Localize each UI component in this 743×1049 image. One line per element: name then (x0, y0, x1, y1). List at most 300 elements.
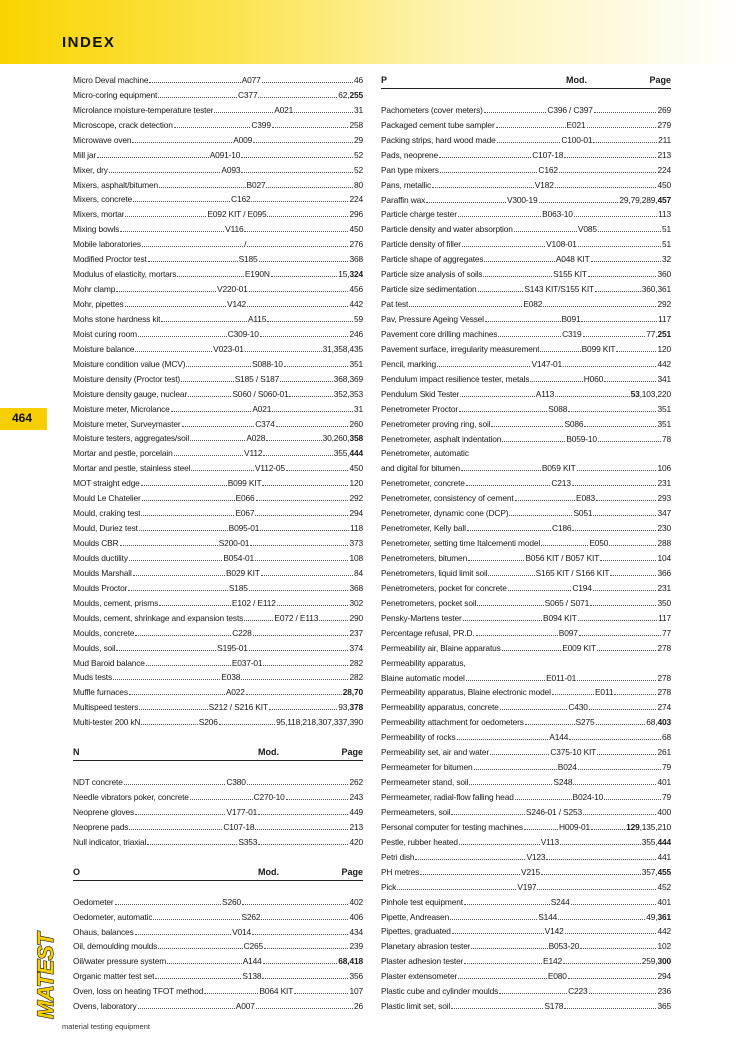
entry-pages (658, 613, 671, 623)
dot-leader (581, 321, 657, 322)
entry-name: Pipette, Andreasen (381, 911, 450, 922)
entry-name: Moulds, cement, prisms (73, 597, 159, 608)
index-entry (73, 219, 363, 234)
entry-name: Pick (381, 881, 397, 892)
entry-name: Paraffin wax (381, 194, 426, 205)
index-entry (73, 608, 363, 623)
dot-leader (515, 500, 575, 501)
dot-leader (572, 530, 656, 531)
entry-model: C375-10 KIT (550, 747, 597, 758)
entry-page-numbers: 78 (661, 433, 671, 444)
dot-leader (415, 859, 525, 860)
entry-page-main: 129 (626, 821, 640, 832)
entry-pages (323, 433, 363, 443)
dot-leader (558, 919, 645, 920)
dot-leader (563, 366, 656, 367)
dot-leader (241, 157, 353, 158)
entry-name: Pan type mixers (381, 164, 439, 175)
section-n-list (73, 772, 363, 847)
entry-pages (657, 747, 671, 757)
entry-name: Muffle furnaces (73, 687, 128, 698)
entry-name: Pads, neoprene (381, 149, 439, 160)
entry-page-numbers: 302 (349, 597, 363, 608)
entry-pages (349, 643, 363, 653)
entry-name: Organic matter test set (73, 971, 155, 982)
entry-model: S185 / S187 (234, 373, 280, 384)
entry-name: Moulds CBR (73, 538, 119, 548)
entry-model: B094 KIT (543, 612, 577, 623)
entry-model: S212 / S216 KIT (208, 702, 268, 713)
entry-pages (349, 239, 363, 249)
entry-model: C162 (538, 164, 558, 175)
dot-leader (135, 351, 212, 352)
entry-pages (334, 389, 363, 399)
index-entry (381, 697, 671, 712)
entry-page-numbers: 52 (354, 149, 363, 160)
entry-model: V014 (232, 926, 252, 937)
section-p-list (381, 100, 671, 1011)
entry-page-numbers: 79 (661, 762, 671, 773)
entry-model: V215 (521, 866, 540, 877)
entry-pages (354, 1001, 363, 1011)
dot-leader (294, 993, 348, 994)
entry-page-numbers: 46 (354, 74, 363, 85)
section-divider (73, 760, 363, 761)
entry-model: E066 (235, 493, 255, 504)
entry-page-numbers: 368 (349, 254, 363, 265)
entry-page-numbers: 118 (350, 523, 363, 534)
dot-leader (186, 366, 251, 367)
entry-model: S275 (575, 717, 595, 728)
index-entry (381, 638, 671, 653)
entry-model: A022 (225, 687, 245, 698)
dot-leader (459, 411, 547, 412)
entry-model: S144 (538, 911, 558, 922)
dot-leader (457, 739, 549, 740)
entry-page-numbers: 224 (657, 164, 671, 175)
entry-model: S262 (241, 911, 261, 922)
entry-page-numbers: 239 (349, 941, 363, 952)
entry-model: E011-01 (546, 672, 577, 683)
dot-leader (440, 172, 538, 173)
entry-page-numbers: 374 (349, 642, 363, 653)
dot-leader (155, 978, 241, 979)
entry-name: Penetrometer, Kelly ball (381, 523, 466, 534)
entry-pages (349, 538, 363, 548)
entry-model: A009 (233, 134, 253, 145)
section-p-header (381, 70, 671, 85)
entry-page-numbers: 262 (349, 777, 363, 788)
entry-page-numbers: 117 (658, 612, 671, 623)
dot-leader (568, 411, 656, 412)
dot-leader (604, 799, 661, 800)
entry-page-numbers: 356 (349, 971, 363, 982)
entry-model: S065 / S071 (544, 597, 590, 608)
entry-page-numbers: 49, (646, 911, 658, 922)
entry-model: B024-10 (572, 792, 604, 802)
dot-leader (583, 814, 656, 815)
entry-pages (642, 867, 671, 877)
entry-pages (349, 927, 363, 937)
dot-leader (132, 142, 232, 143)
entry-page-numbers: 278 (657, 672, 671, 683)
index-entry (381, 488, 671, 503)
dot-leader (515, 799, 572, 800)
dot-leader (182, 426, 255, 427)
entry-model: S246-01 / S253 (525, 806, 583, 817)
entry-name: Mould, Duriez test (73, 523, 138, 534)
entry-pages (657, 359, 671, 369)
entry-model: C377 (238, 89, 258, 100)
index-entry (381, 668, 671, 683)
page-number: 464 (11, 411, 33, 425)
entry-page-numbers: 259, (641, 956, 658, 967)
entry-page-numbers: 246 (349, 328, 363, 339)
entry-name: Pavement core drilling machines (381, 328, 498, 339)
dot-leader (148, 261, 238, 262)
entry-model: V108-01 (546, 239, 577, 250)
entry-model: C162 (231, 194, 251, 205)
dot-leader (277, 605, 349, 606)
entry-name: Penetrometer, concrete (381, 478, 465, 489)
entry-page-numbers: 420 (349, 836, 363, 847)
entry-page-numbers: 231 (657, 478, 671, 489)
dot-leader (484, 261, 554, 262)
entry-pages (658, 135, 671, 145)
index-entry (73, 981, 363, 996)
entry-page-numbers: 213 (657, 149, 671, 160)
entry-name: Multi-tester 200 kN (73, 717, 141, 728)
dot-leader (459, 844, 540, 845)
entry-name: Mixing bowls (73, 224, 120, 235)
index-entry (381, 862, 671, 877)
dot-leader (149, 82, 240, 83)
entry-page-numbers: 452 (657, 881, 671, 892)
entry-model: B091 (561, 314, 581, 324)
entry-model: E038 (221, 672, 241, 683)
entry-name: Penetrometer, asphalt indentation (381, 433, 502, 444)
entry-model: V147-01 (531, 358, 563, 369)
entry-page-numbers: 230 (657, 523, 671, 534)
entry-model: E080 (547, 971, 567, 982)
entry-name: Permeameter stand, soil (381, 777, 469, 788)
index-entry (381, 473, 671, 488)
index-entry (73, 399, 363, 414)
index-entry (381, 608, 671, 623)
index-entry (381, 234, 671, 249)
section-n-header (73, 742, 363, 757)
entry-name: Planetary abrasion tester (381, 941, 471, 952)
entry-pages (657, 852, 671, 862)
entry-page-numbers: 29,79,289, (619, 194, 658, 205)
index-entry (73, 653, 363, 668)
entry-pages (657, 299, 671, 309)
index-entry (381, 160, 671, 175)
dot-leader (496, 127, 566, 128)
entry-pages (657, 1001, 671, 1011)
entry-pages (626, 822, 671, 832)
entry-name: Pestle, rubber heated (381, 836, 458, 847)
dot-leader (128, 590, 228, 591)
dot-leader (141, 724, 197, 725)
entry-model: S353 (238, 836, 258, 847)
entry-pages (662, 628, 671, 638)
entry-model: E009 KIT (562, 642, 596, 653)
entry-page-numbers: 282 (349, 657, 363, 668)
dot-leader (594, 112, 657, 113)
entry-model: S195-01 (217, 642, 248, 653)
entry-page-numbers: 68 (661, 732, 671, 743)
entry-name: Packing strips, hard wood made (381, 134, 496, 145)
entry-model: S051 (573, 508, 593, 519)
dot-leader (578, 620, 657, 621)
index-entry (73, 966, 363, 981)
entry-page-numbers: 106 (657, 463, 671, 474)
entry-model: B095-01 (228, 523, 260, 534)
dot-leader (474, 769, 557, 770)
entry-pages (657, 150, 671, 160)
dot-leader (267, 216, 348, 217)
svg-text:MATEST: MATEST (32, 933, 58, 1019)
entry-name: Packaged cement tube sampler (381, 119, 495, 130)
entry-page-numbers: 278 (657, 687, 671, 698)
index-entry (73, 309, 363, 324)
index-entry (381, 145, 671, 160)
entry-pages (349, 912, 363, 922)
index-entry (381, 907, 671, 922)
entry-pages (276, 717, 363, 727)
entry-name: Oedometer, automatic (73, 911, 153, 922)
entry-pages (349, 419, 363, 429)
dot-leader (568, 978, 657, 979)
entry-name: Micro-coring equipment (73, 89, 158, 100)
dot-leader (244, 231, 348, 232)
dot-leader (262, 82, 353, 83)
dot-leader (255, 515, 348, 516)
entry-name: Mortar and pestle, stainless steel (73, 463, 191, 474)
entry-model: C107-18 (223, 821, 255, 832)
dot-leader (509, 515, 572, 516)
dot-leader (276, 426, 349, 427)
dot-leader (280, 381, 333, 382)
index-entry (73, 951, 363, 966)
entry-pages (657, 643, 671, 653)
entry-pages (662, 732, 671, 742)
entry-page-numbers: 80 (354, 179, 363, 190)
entry-name: Permeability apparatus, (381, 657, 466, 668)
dot-leader (577, 680, 656, 681)
dot-leader (246, 694, 342, 695)
index-entry (381, 130, 671, 145)
index-entry (73, 937, 363, 952)
dot-leader (451, 814, 524, 815)
dot-leader (147, 844, 237, 845)
entry-model: V300-19 (506, 194, 538, 205)
entry-pages (354, 404, 363, 414)
entry-pages (349, 792, 363, 802)
entry-pages (349, 613, 363, 623)
entry-name: Particle density and water absorption (381, 224, 513, 235)
entry-page-main: 403 (657, 717, 671, 728)
entry-name: Particle size analysis of soils (381, 269, 483, 280)
entry-page-main: 378 (349, 702, 363, 713)
entry-pages (349, 299, 363, 309)
dot-leader (463, 620, 542, 621)
entry-name: Null indicator, triaxial (73, 836, 147, 847)
entry-page-numbers: 15, (338, 269, 350, 280)
dot-leader (498, 336, 561, 337)
dot-leader (124, 784, 226, 785)
entry-name: Mohs stone hardness kit (73, 313, 161, 324)
dot-leader (267, 321, 353, 322)
dot-leader (466, 485, 551, 486)
index-entry (73, 503, 363, 518)
dot-leader (253, 142, 353, 143)
index-entry (73, 922, 363, 937)
dot-leader (490, 754, 549, 755)
entry-page-numbers: 113 (658, 209, 671, 220)
entry-page-numbers: 224 (349, 194, 363, 205)
entry-name: Mill jar (73, 149, 96, 160)
entry-page-numbers: 107 (349, 986, 363, 997)
dot-leader (266, 187, 353, 188)
entry-model: S200-01 (218, 538, 250, 548)
entry-name: Penetrometer Proctor (381, 403, 459, 414)
dot-leader (161, 321, 247, 322)
index-entry (73, 160, 363, 175)
entry-pages (646, 912, 671, 922)
entry-model: E083 (576, 493, 595, 504)
dot-leader (537, 889, 656, 890)
index-entry (381, 354, 671, 369)
index-entry (381, 518, 671, 533)
dot-leader (129, 560, 223, 561)
entry-pages (349, 822, 363, 832)
dot-leader (483, 276, 552, 277)
dot-leader (539, 202, 619, 203)
entry-model: V023-01 (213, 343, 244, 354)
entry-pages (349, 658, 363, 668)
dot-leader (464, 963, 542, 964)
entry-page-numbers: 351 (657, 418, 671, 429)
entry-model: E011 (595, 687, 614, 698)
entry-model: S206 (198, 717, 218, 728)
entry-model: B063-10 (542, 209, 573, 220)
entry-model: V142 (544, 926, 564, 937)
dot-leader (141, 515, 234, 516)
page-column-label: Page (649, 74, 671, 85)
dot-leader (269, 709, 337, 710)
dot-leader (541, 545, 588, 546)
index-entry (381, 742, 671, 757)
dot-leader (397, 889, 516, 890)
entry-model: B059 KIT (541, 463, 576, 474)
index-entry (73, 294, 363, 309)
entry-model: C380 (226, 777, 246, 788)
index-entry (73, 414, 363, 429)
entry-name: Moisture testers, aggregates/soil (73, 433, 190, 444)
entry-page-numbers: 296 (349, 209, 363, 220)
index-entry (381, 563, 671, 578)
entry-page-numbers: 213 (349, 821, 363, 832)
entry-model: B053-20 (548, 941, 580, 952)
index-entry (381, 757, 671, 772)
dot-leader (263, 665, 348, 666)
entry-pages (323, 344, 363, 354)
index-entry (73, 697, 363, 712)
entry-name: and digital for bitumen (381, 463, 460, 474)
index-entry (73, 817, 363, 832)
dot-leader (578, 246, 661, 247)
entry-name: Pencil, marking (381, 358, 437, 369)
index-entry (73, 518, 363, 533)
dot-leader (242, 904, 348, 905)
entry-pages (646, 329, 671, 339)
entry-model: C309-10 (227, 328, 259, 339)
dot-leader (502, 650, 562, 651)
entry-model: S086 (564, 418, 584, 429)
dot-leader (167, 963, 242, 964)
entry-page-numbers: 243 (349, 792, 363, 802)
entry-page-numbers: 288 (657, 538, 671, 549)
entry-pages (354, 165, 363, 175)
dot-leader (596, 500, 656, 501)
dot-leader (571, 904, 657, 905)
entry-name: Muds tests (73, 672, 112, 683)
entry-name: Oven, loss on heating TFOT method (73, 986, 204, 997)
dot-leader (138, 1008, 235, 1009)
section-letter: P (381, 74, 388, 85)
entry-page-numbers: 258 (349, 119, 363, 130)
entry-page-numbers: 62, (338, 89, 350, 100)
entry-model: C374 (255, 418, 275, 429)
index-entry (381, 892, 671, 907)
dot-leader (125, 306, 227, 307)
entry-name: Oil/water pressure system (73, 956, 167, 967)
entry-page-numbers: ,135,210 (639, 821, 671, 832)
index-entry (73, 354, 363, 369)
entry-page-numbers: 351 (657, 403, 671, 414)
dot-leader (525, 724, 575, 725)
entry-name: Microwave oven (73, 134, 132, 145)
entry-pages (657, 374, 671, 384)
dot-leader (256, 1008, 353, 1009)
dot-leader (578, 769, 661, 770)
entry-name: Plaster extensometer (381, 971, 458, 982)
entry-name: Penetrometers, pocket for concrete (381, 582, 507, 593)
dot-leader (420, 874, 520, 875)
dot-leader (466, 680, 545, 681)
entry-page-numbers: 350 (657, 597, 671, 608)
entry-name: Permeameters, soil (381, 806, 451, 817)
dot-leader (294, 112, 353, 113)
entry-name: Moisture meter, Microlance (73, 403, 170, 414)
entry-name: Penetrometer, consistency of cement (381, 493, 514, 504)
dot-leader (249, 650, 349, 651)
entry-pages (349, 971, 363, 981)
entry-name: Mohr clamp (73, 284, 116, 295)
index-entry (381, 772, 671, 787)
entry-name: Mixer, dry (73, 164, 108, 175)
dot-leader (115, 904, 221, 905)
entry-pages (350, 523, 363, 533)
index-entry (381, 458, 671, 473)
mod-column-label: Mod. (566, 74, 587, 85)
entry-page-numbers: ,103,220 (639, 388, 671, 399)
dot-leader (467, 530, 551, 531)
dot-leader (116, 650, 216, 651)
entry-pages (657, 404, 671, 414)
